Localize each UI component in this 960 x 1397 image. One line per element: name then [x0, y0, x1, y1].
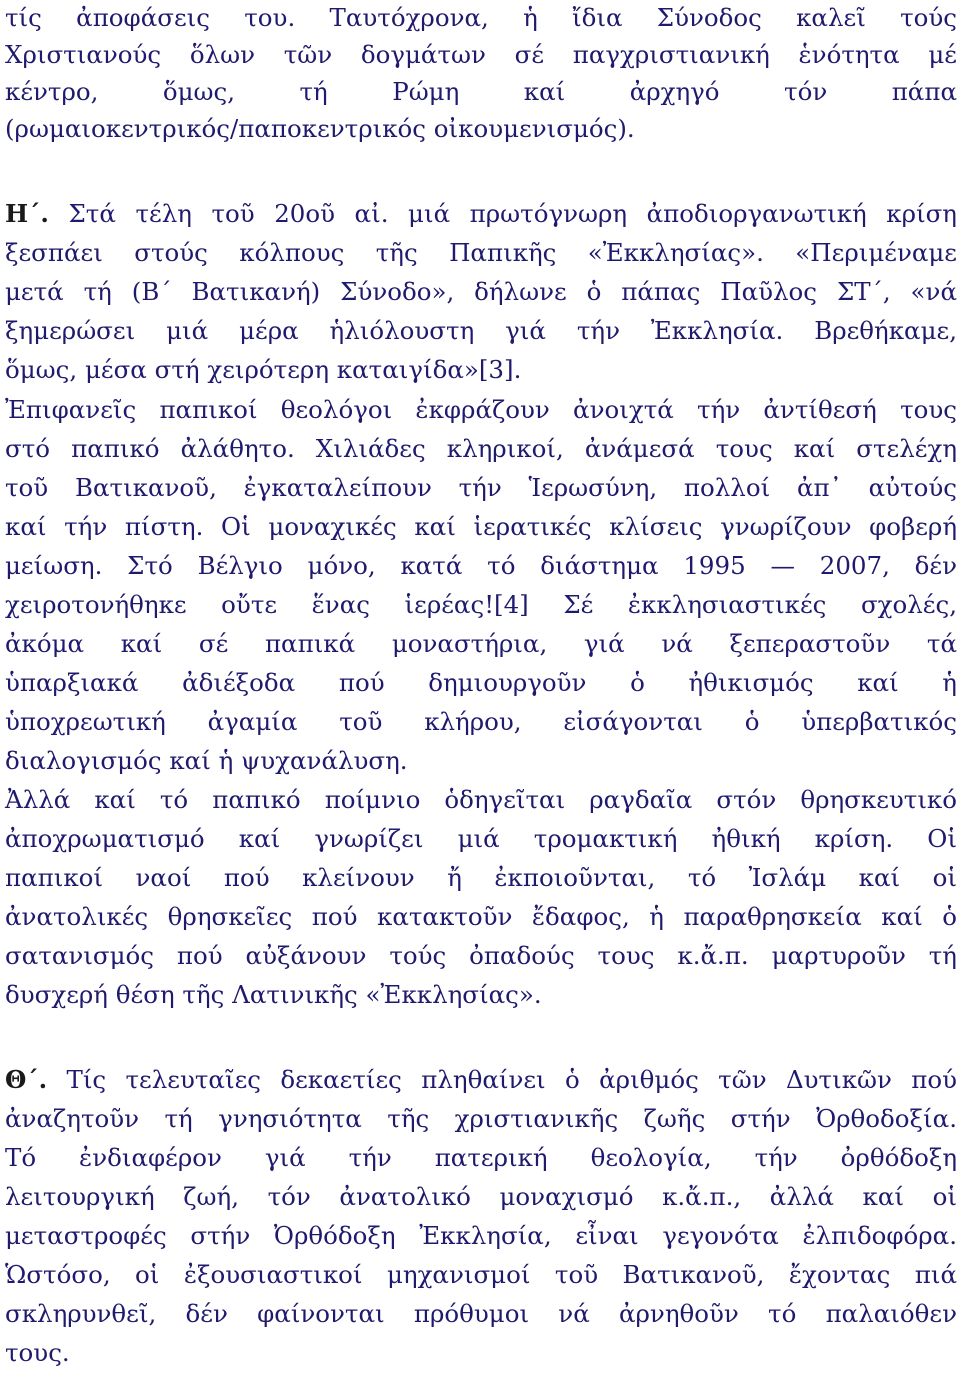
- text-line: Ὡστόσο, οἱ ἐξουσιαστικοί μηχανισμοί τοῦ Βατικανοῦ, ἔχοντας πιά: [5, 1260, 957, 1289]
- text-line: τίς ἀποφάσεις του. Ταυτόχρονα, ἡ ἴδια Σύνοδος καλεῖ τούς: [5, 3, 957, 32]
- text-line: ἀνατολικές θρησκεῖες πού κατακτοῦν ἔδαφος, ἡ παραθρησκεία καί ὁ: [5, 902, 957, 931]
- text-line: ὑπαρξιακά ἀδιέξοδα πού δημιουργοῦν ὁ ἠθικισμός καί ἡ: [5, 668, 957, 697]
- text-line: ἀκόμα καί σέ παπικά μοναστήρια, γιά νά ξεπεραστοῦν τά: [5, 629, 957, 658]
- text-line: δυσχερή θέση τῆς Λατινικῆς «Ἐκκλησίας».: [5, 980, 542, 1009]
- text-line: Στά τέλη τοῦ 20οῦ αἰ. μιά πρωτόγνωρη ἀποδιοργανωτική κρίση: [48, 199, 957, 228]
- text-line: παπικοί ναοί πού κλείνουν ἤ ἐκποιοῦνται, τό Ἰσλάμ καί οἱ: [5, 863, 957, 892]
- text-line: ἀποχρωματισμό καί γνωρίζει μιά τρομακτική ἠθική κρίση. Οἱ: [5, 824, 957, 853]
- text-line: σατανισμός πού αὐξάνουν τούς ὀπαδούς τους κ.ἄ.π. μαρτυροῦν τή: [5, 941, 957, 970]
- section-marker: Θ΄.: [5, 1065, 48, 1094]
- text-line: Ἐπιφανεῖς παπικοί θεολόγοι ἐκφράζουν ἀνοιχτά τήν ἀντίθεσή τους: [5, 395, 957, 424]
- text-line: σκληρυνθεῖ, δέν φαίνονται πρόθυμοι νά ἀρνηθοῦν τό παλαιόθεν: [5, 1299, 957, 1328]
- text-line: ὅμως, μέσα στή χειρότερη καταιγίδα»[3].: [5, 355, 522, 384]
- section-heading-line: [5, 1062, 957, 1098]
- text-line: τοῦ Βατικανοῦ, ἐγκαταλείπουν τήν Ἱερωσύνη, πολλοί ἀπ᾽ αὐτούς: [5, 473, 957, 502]
- text-line: μείωση. Στό Βέλγιο μόνο, κατά τό διάστημα 1995 — 2007, δέν: [5, 551, 957, 580]
- text-line: (ρωμαιοκεντρικός/παποκεντρικός οἰκουμενισμός).: [5, 114, 635, 143]
- text-line: μετά τή (Β΄ Βατικανή) Σύνοδο», δήλωνε ὁ πάπας Παῦλος ΣΤ΄, «νά: [5, 277, 957, 306]
- text-line: λειτουργική ζωή, τόν ἀνατολικό μοναχισμό κ.ἄ.π., ἀλλά καί οἱ: [5, 1182, 957, 1211]
- text-line: χειροτονήθηκε οὔτε ἕνας ἱερέας![4] Σέ ἐκκλησιαστικές σχολές,: [5, 590, 957, 619]
- text-line: ξημερώσει μιά μέρα ἡλιόλουστη γιά τήν Ἐκκλησία. Βρεθήκαμε,: [5, 316, 957, 345]
- text-line: στό παπικό ἀλάθητο. Χιλιάδες κληρικοί, ἀνάμεσά τους καί στελέχη: [5, 434, 957, 463]
- text-line: ὑποχρεωτική ἀγαμία τοῦ κλήρου, εἰσάγονται ὁ ὑπερβατικός: [5, 707, 957, 736]
- text-line: Ἀλλά καί τό παπικό ποίμνιο ὁδηγεῖται ραγδαῖα στόν θρησκευτικό: [5, 785, 957, 814]
- text-line: Τίς τελευταῖες δεκαετίες πληθαίνει ὁ ἀριθμός τῶν Δυτικῶν πού: [47, 1065, 957, 1094]
- text-line: Χριστιανούς ὅλων τῶν δογμάτων σέ παγχριστιανική ἑνότητα μέ: [5, 40, 957, 69]
- section-heading-line: [5, 196, 957, 232]
- text-line: μεταστροφές στήν Ὀρθόδοξη Ἐκκλησία, εἶναι γεγονότα ἐλπιδοφόρα.: [5, 1221, 957, 1250]
- text-line: κέντρο, ὅμως, τή Ρώμη καί ἀρχηγό τόν πάπα: [5, 77, 957, 106]
- section-marker: Η΄.: [5, 199, 49, 228]
- text-line: διαλογισμός καί ἡ ψυχανάλυση.: [5, 746, 408, 775]
- text-line: ξεσπάει στούς κόλπους τῆς Παπικῆς «Ἐκκλησίας». «Περιμέναμε: [5, 238, 957, 267]
- text-line: ἀναζητοῦν τή γνησιότητα τῆς χριστιανικῆς ζωῆς στήν Ὀρθοδοξία.: [5, 1104, 957, 1133]
- text-line: τους.: [5, 1338, 70, 1367]
- text-line: Τό ἐνδιαφέρον γιά τήν πατερική θεολογία, τήν ὀρθόδοξη: [5, 1143, 957, 1172]
- text-line: καί τήν πίστη. Οἱ μοναχικές καί ἱερατικές κλίσεις γνωρίζουν φοβερή: [5, 512, 957, 541]
